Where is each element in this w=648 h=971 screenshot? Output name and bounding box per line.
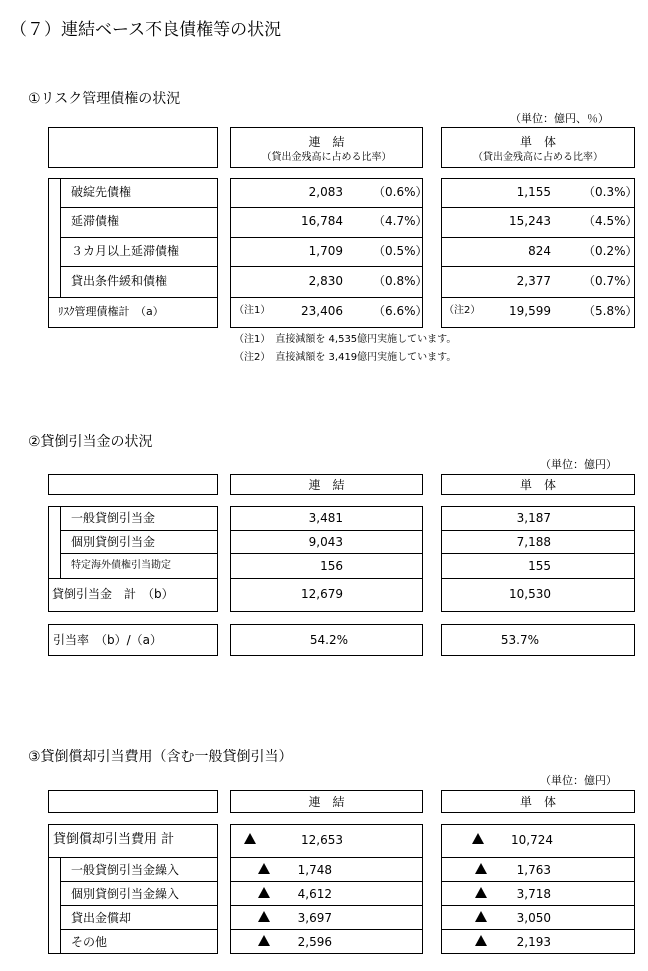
s3-total-value: 10,724 [511, 833, 553, 847]
s3-row-value: 3,718 [516, 887, 551, 901]
s1-row-value: 1,709 [308, 244, 343, 258]
s3-header-consolidated [230, 790, 423, 813]
s1-row-ratio: （4.5%） [583, 214, 638, 228]
triangle-icon [475, 935, 487, 946]
s1-col2-sub: （貸出金残高に占める比率） [473, 152, 603, 163]
s1-row-value: 2,083 [308, 185, 343, 199]
triangle-icon [258, 863, 270, 874]
s2-row-label: 個別貸倒引当金 [71, 535, 156, 549]
s3-row-label: 一般貸倒引当金繰入 [71, 863, 180, 877]
s2-row-value: 9,043 [308, 535, 343, 549]
triangle-icon [244, 833, 256, 844]
s3-header-blank [48, 790, 218, 813]
s1-col1-title: 連 結 [308, 135, 345, 149]
s1-total-note1: （注1） [234, 305, 271, 316]
section2-heading: ②貸倒引当金の状況 [28, 434, 153, 450]
s1-total-ratio: （5.8%） [583, 304, 638, 318]
s3-row-value: 4,612 [297, 887, 332, 901]
s2-ratio-value: 53.7% [500, 633, 539, 647]
s2-ratio-label: 引当率 （b）/（a） [53, 633, 163, 647]
s1-row-ratio: （0.3%） [583, 185, 638, 199]
s1-note1: （注1） 直接減額を 4,535億円実施しています。 [234, 334, 457, 345]
s3-row-value: 3,050 [516, 911, 551, 925]
s1-row-value: 16,784 [301, 214, 343, 228]
s1-note2: （注2） 直接減額を 3,419億円実施しています。 [234, 352, 457, 363]
s3-header-nonconsolidated [441, 790, 635, 813]
section1-unit: （単位：億円、％） [510, 112, 609, 125]
s1-row-value: 2,377 [516, 274, 551, 288]
s3-row-value: 2,596 [297, 935, 332, 949]
triangle-icon [475, 863, 487, 874]
s2-ratio-value: 54.2% [309, 633, 348, 647]
s1-row-ratio: （0.2%） [583, 244, 638, 258]
s3-row-value: 1,763 [516, 863, 551, 877]
s2-total-value: 10,530 [509, 587, 551, 601]
s2-header-nonconsolidated [441, 474, 635, 495]
s1-header-consolidated [230, 127, 423, 168]
s1-row-value: 2,830 [308, 274, 343, 288]
s2-row-value: 3,187 [516, 511, 551, 525]
s3-row-value: 3,697 [297, 911, 332, 925]
s2-row-value: 156 [320, 559, 343, 573]
s1-row-ratio: （0.7%） [583, 274, 638, 288]
s1-total-label: ﾘｽｸ管理債権計 （a） [58, 305, 164, 318]
s3-row-value: 1,748 [297, 863, 332, 877]
section1-heading: ①リスク管理債権の状況 [28, 91, 181, 107]
s1-col2-title: 単 体 [519, 135, 556, 149]
triangle-icon [258, 887, 270, 898]
s1-row-value: 1,155 [516, 185, 551, 199]
s2-total-label: 貸倒引当金 計 （b） [52, 587, 174, 601]
section2-unit: （単位：億円） [540, 458, 617, 471]
s1-row-ratio: （0.8%） [373, 274, 428, 288]
s2-header-blank [48, 474, 218, 495]
s1-row-value: 15,243 [509, 214, 551, 228]
s2-row-label: 特定海外債権引当勘定 [71, 560, 171, 571]
s1-header-blank [48, 127, 218, 168]
s3-row-label: 貸出金償却 [71, 911, 132, 925]
s2-total-value: 12,679 [301, 587, 343, 601]
s2-col1-title: 連 結 [308, 478, 345, 492]
s1-row-ratio: （0.5%） [373, 244, 428, 258]
s1-col1-sub: （貸出金残高に占める比率） [261, 152, 392, 163]
s1-row-ratio: （0.6%） [373, 185, 428, 199]
s1-row-label: 破綻先債権 [71, 185, 132, 199]
s2-col2-title: 単 体 [519, 478, 556, 492]
s2-ratio-col1 [230, 624, 423, 656]
s1-row-value: 824 [528, 244, 551, 258]
s2-row-value: 155 [528, 559, 551, 573]
s3-col1-title: 連 結 [308, 795, 345, 809]
s1-total-value: 23,406 [301, 304, 343, 318]
triangle-icon [475, 911, 487, 922]
s2-row-label: 一般貸倒引当金 [71, 511, 156, 525]
triangle-icon [258, 911, 270, 922]
s2-ratio-label-box [48, 624, 218, 656]
triangle-icon [475, 887, 487, 898]
s2-header-consolidated [230, 474, 423, 495]
page-title: （７）連結ベース不良債権等の状況 [10, 20, 282, 40]
s1-header-nonconsolidated [441, 127, 635, 168]
section3-heading: ③貸倒償却引当費用（含む一般貸倒引当） [28, 749, 293, 765]
section3-unit: （単位：億円） [540, 774, 617, 787]
s1-row-label: ３カ月以上延滞債権 [71, 244, 180, 258]
s2-row-value: 7,188 [516, 535, 551, 549]
s1-total-value: 19,599 [509, 304, 551, 318]
s1-total-ratio: （6.6%） [373, 304, 428, 318]
s1-row-label: 延滞債権 [71, 214, 120, 228]
s3-row-label: その他 [71, 935, 108, 949]
s1-row-ratio: （4.7%） [373, 214, 428, 228]
s2-ratio-col2 [441, 624, 635, 656]
s1-row-label: 貸出条件緩和債権 [71, 274, 168, 288]
s3-total-value: 12,653 [301, 833, 343, 847]
s2-row-value: 3,481 [308, 511, 343, 525]
s3-col2-title: 単 体 [519, 795, 556, 809]
s3-row-value: 2,193 [516, 935, 551, 949]
s3-row-label: 個別貸倒引当金繰入 [71, 887, 180, 901]
s1-total-note2: （注2） [444, 305, 481, 316]
triangle-icon [472, 833, 484, 844]
triangle-icon [258, 935, 270, 946]
s3-total-label: 貸倒償却引当費用 計 [53, 832, 175, 847]
